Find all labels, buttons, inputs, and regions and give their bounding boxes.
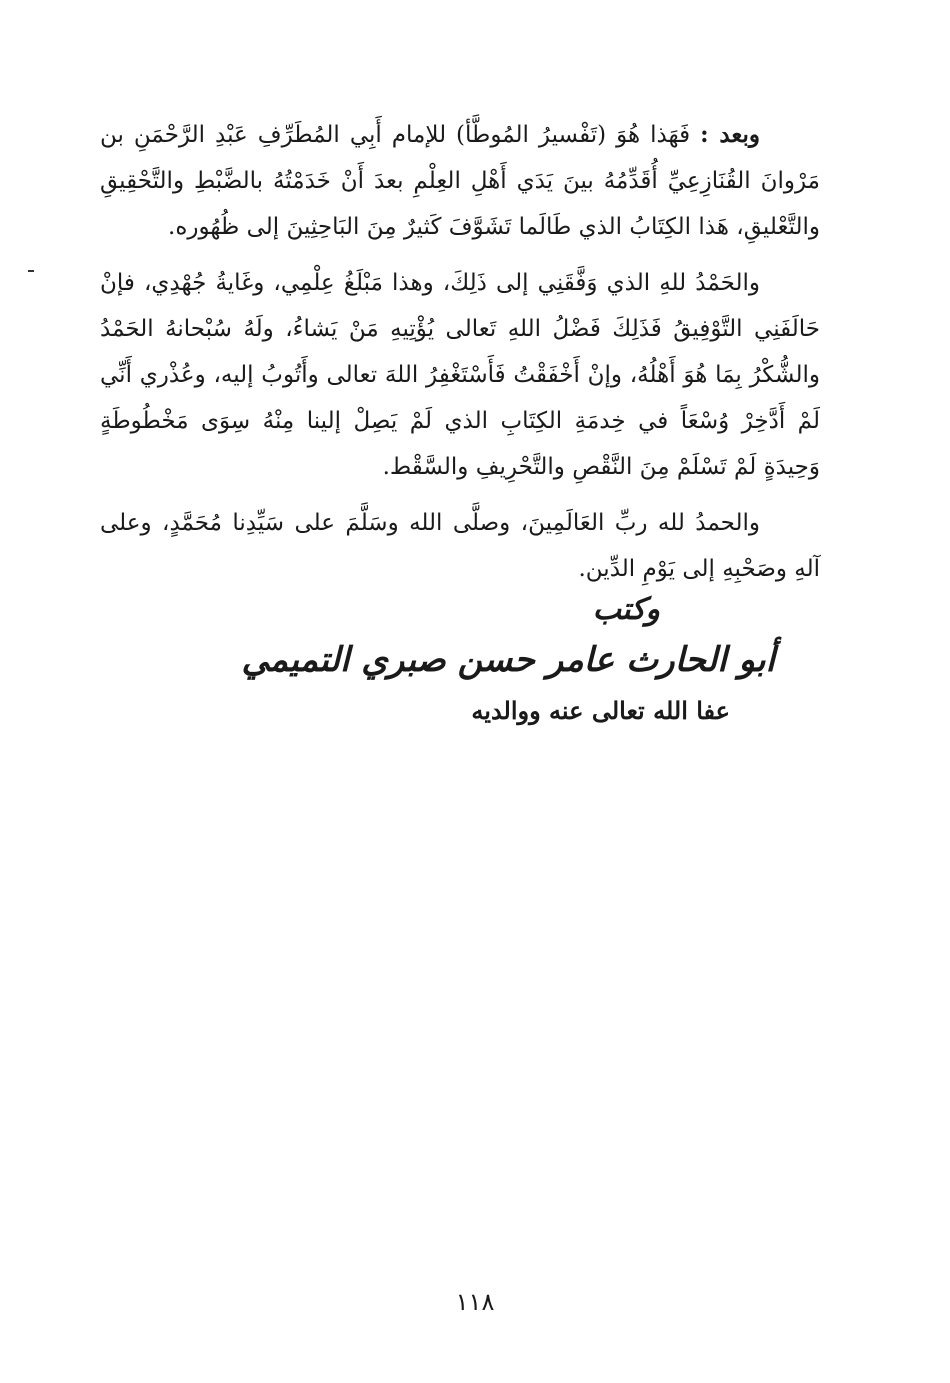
paragraph-intro — [100, 112, 820, 250]
paragraph-closing: والحمدُ لله ربِّ العَالَمِينَ، وصلَّى الله وسَلَّمَ على سَيِّدِنا مُحَمَّدٍ، وعلى آلهِ وصَحْبِهِ إلى يَوْمِ الدِّين. — [100, 510, 820, 582]
signature-author-name: أبو الحارث عامر حسن صبري التميمي — [241, 640, 775, 680]
paragraph-intro-text: فَهَذا هُوَ (تَفْسيرُ المُوطَّأ) للإمام أَبِي المُطَرِّفِ عَبْدِ الرَّحْمَنِ بن مَرْوانَ القُنَازِعِيِّ أُقَدِّمُهُ بينَ يَدَي أَهْلِ العِلْمِ بعدَ أَنْ خَدَمْتُهُ بالضَّبْطِ والتَّحْقِيقِ والتَّعْليقِ، هَذا الكِتَابُ الذي طَالَما تَشَوَّفَ كَثيرٌ مِنَ البَاحِثِينَ إلى ظُهُوره. — [100, 122, 820, 240]
paragraph-lead: وبعد : — [700, 121, 760, 148]
signature-written-by: وكتب — [592, 592, 660, 627]
signature-supplication: عفا الله تعالى عنه ووالديه — [471, 696, 730, 725]
page-number: ١١٨ — [455, 1288, 495, 1316]
body-text — [100, 112, 820, 602]
margin-mark — [28, 270, 34, 272]
signature-block — [241, 592, 775, 742]
paragraph-thanks: والحَمْدُ للهِ الذي وَفَّقَنِي إلى ذَلِكَ، وهذا مَبْلَغُ عِلْمِي، وغَايةُ جُهْدِي، فإنْ حَالَفَنِي التَّوْفِيقُ فَذَلِكَ فَضْلُ اللهِ تَعالى يُؤْتِيهِ مَنْ يَشاءُ، ولَهُ سُبْحانهُ الحَمْدُ والشُّكْرُ بِمَا هُوَ أَهْلُهُ، وإنْ أَخْفَقْتُ فَأَسْتَغْفِرُ اللهَ تعالى وأَتُوبُ إليه، وعُذْري أَنِّي لَمْ أَدَّخِرْ وُسْعَاً في خِدمَةِ الكِتَابِ الذي لَمْ يَصِلْ إلينا مِنْهُ سِوَى مَخْطُوطَةٍ وَحِيدَةٍ لَمْ تَسْلَمْ مِنَ النَّقْصِ والتَّحْرِيفِ والسَّقْط. — [100, 270, 820, 480]
